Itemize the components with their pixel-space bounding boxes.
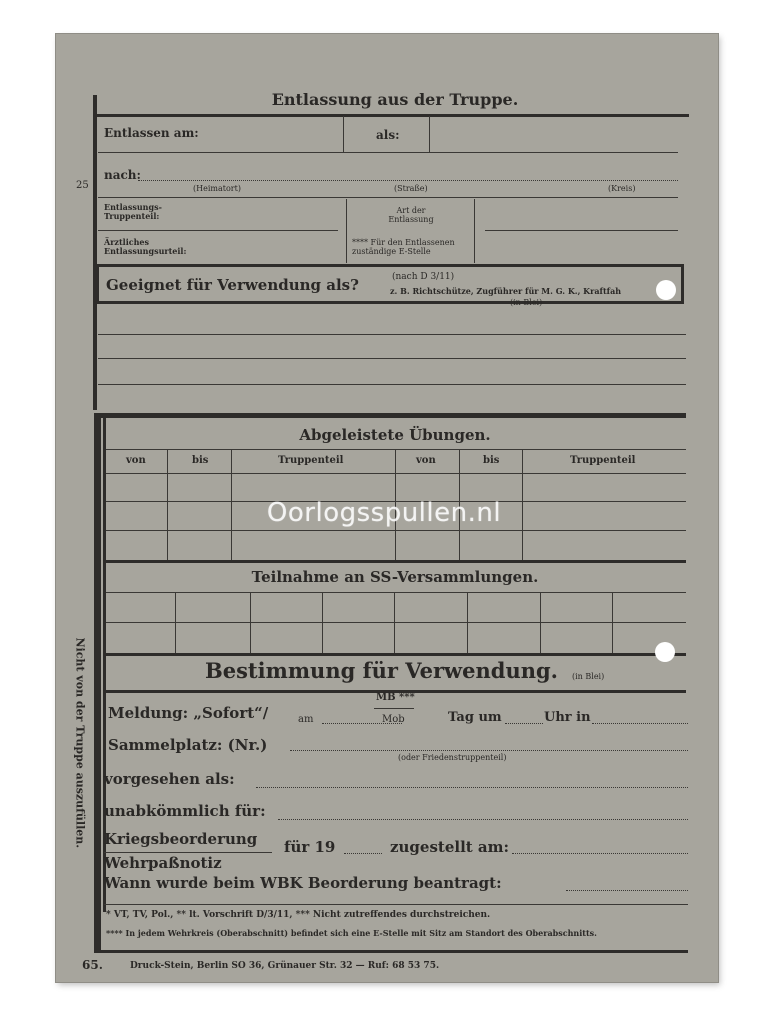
fill-line-wann — [566, 890, 688, 891]
section-title-bestimmung: Bestimmung für Verwendung. — [205, 658, 558, 683]
label-friedenstruppenteil: (oder Friedenstruppenteil) — [398, 753, 507, 762]
label-art-der-entlassung: Art der Entlassung — [388, 206, 434, 224]
col-line — [467, 593, 468, 653]
divider — [98, 152, 678, 153]
footnote-1: * VT, TV, Pol., ** lt. Vorschrift D/3/11, *** Nicht zutreffendes durchstreichen. — [106, 910, 491, 920]
header-truppenteil-1: Truppenteil — [278, 455, 344, 466]
ruled-line — [98, 384, 686, 385]
ruled-line — [98, 358, 686, 359]
label-mob: Mob — [382, 714, 405, 725]
left-border-line-lower — [94, 413, 101, 953]
left-border-line — [93, 95, 97, 410]
col-line — [175, 593, 176, 653]
divider — [429, 116, 430, 152]
label-strasse: (Straße) — [394, 184, 428, 193]
label-geeignet-in-blei: (in Blei) — [510, 298, 543, 307]
fill-line-uhr — [592, 723, 688, 724]
header-bis-2: bis — [483, 455, 500, 466]
side-instruction-text: Nicht von der Truppe auszufüllen. — [73, 637, 87, 849]
label-fuer19: für 19 — [284, 838, 336, 856]
label-geeignet-examples: z. B. Richtschütze, Zugführer für M. G. K., Kraftfah — [390, 286, 622, 296]
table-row-line — [106, 622, 686, 623]
divider — [346, 199, 347, 263]
watermark: Oorlogsspullen.nl — [266, 498, 502, 528]
divider — [106, 560, 686, 563]
label-aerztliches-urteil: Ärztliches Entlassungsurteil: — [104, 237, 187, 256]
divider — [104, 904, 688, 905]
label-entlassungs-truppenteil: Entlassungs- Truppenteil: — [104, 202, 162, 221]
header-von-1: von — [126, 455, 146, 466]
col-line — [612, 593, 613, 653]
label-geeignet-ref: (nach D 3/11) — [392, 272, 455, 282]
divider — [106, 473, 686, 474]
label-tag-um: Tag um — [448, 710, 502, 725]
header-truppenteil-2: Truppenteil — [570, 455, 636, 466]
table-row-line — [106, 530, 686, 531]
label-mob-top: MB *** — [376, 692, 415, 703]
col-line — [394, 593, 395, 653]
divider — [98, 230, 338, 231]
label-wann: Wann wurde beim WBK Beorderung beantragt: — [104, 874, 502, 892]
col-line — [250, 593, 251, 653]
imprint-number: 65. — [82, 958, 103, 972]
ruled-line — [98, 334, 686, 335]
fill-line-zugestellt — [512, 853, 688, 854]
header-bis-1: bis — [192, 455, 209, 466]
section-title-uebungen: Abgeleistete Übungen. — [299, 426, 491, 444]
label-zugestellt: zugestellt am: — [390, 838, 510, 856]
label-wehrpass: Wehrpaßnotiz — [104, 854, 222, 872]
label-als: als: — [376, 128, 400, 142]
label-zustaendige-stelle: **** Für den Entlassenen zuständige E-Stelle — [352, 238, 455, 256]
label-kriegsbeorderung: Kriegsbeorderung — [104, 830, 258, 848]
label-kreis: (Kreis) — [608, 184, 636, 193]
punch-hole — [656, 280, 676, 300]
punch-hole — [655, 642, 675, 662]
label-entlassen-am: Entlassen am: — [104, 126, 199, 140]
margin-number: 25 — [76, 180, 89, 191]
divider — [96, 950, 688, 953]
section-title-ss: Teilnahme an SS-Versammlungen. — [251, 568, 539, 586]
fill-line-unabkoemmlich — [278, 819, 688, 820]
label-am: am — [298, 714, 314, 725]
divider — [95, 114, 689, 117]
side-instruction — [73, 637, 92, 849]
label-meldung: Meldung: „Sofort“/ — [108, 704, 269, 722]
col-line — [540, 593, 541, 653]
label-nach: nach: — [104, 168, 141, 182]
imprint-text: Druck-Stein, Berlin SO 36, Grünauer Str. 32 — Ruf: 68 53 75. — [130, 961, 440, 971]
fill-line-nach — [138, 180, 678, 181]
divider — [98, 197, 678, 198]
label-in-blei: (in Blei) — [572, 672, 605, 681]
label-vorgesehen: vorgesehen als: — [104, 770, 235, 788]
divider — [96, 413, 686, 418]
divider — [343, 116, 344, 152]
divider — [106, 449, 686, 450]
header-von-2: von — [416, 455, 436, 466]
label-uhr-in: Uhr in — [544, 710, 591, 725]
footnote-2: **** In jedem Wehrkreis (Oberabschnitt) befindet sich eine E-Stelle mit Sitz am Standort des Oberabschnitts. — [106, 928, 597, 938]
fill-line-vorgesehen — [256, 787, 688, 788]
divider — [374, 708, 414, 709]
divider — [485, 230, 678, 231]
section-title-entlassung: Entlassung aus der Truppe. — [271, 90, 519, 109]
divider — [106, 653, 686, 656]
fill-line-fuer19 — [344, 853, 382, 854]
divider — [106, 592, 686, 593]
label-geeignet: Geeignet für Verwendung als? — [106, 276, 359, 294]
label-heimatort: (Heimatort) — [193, 184, 241, 193]
fill-line-tag — [505, 723, 543, 724]
label-sammelplatz: Sammelplatz: (Nr.) — [108, 736, 268, 754]
col-line — [322, 593, 323, 653]
fill-line-sammelplatz — [290, 750, 688, 751]
divider — [474, 199, 475, 263]
divider — [104, 852, 272, 853]
label-unabkoemmlich: unabkömmlich für: — [104, 802, 266, 820]
